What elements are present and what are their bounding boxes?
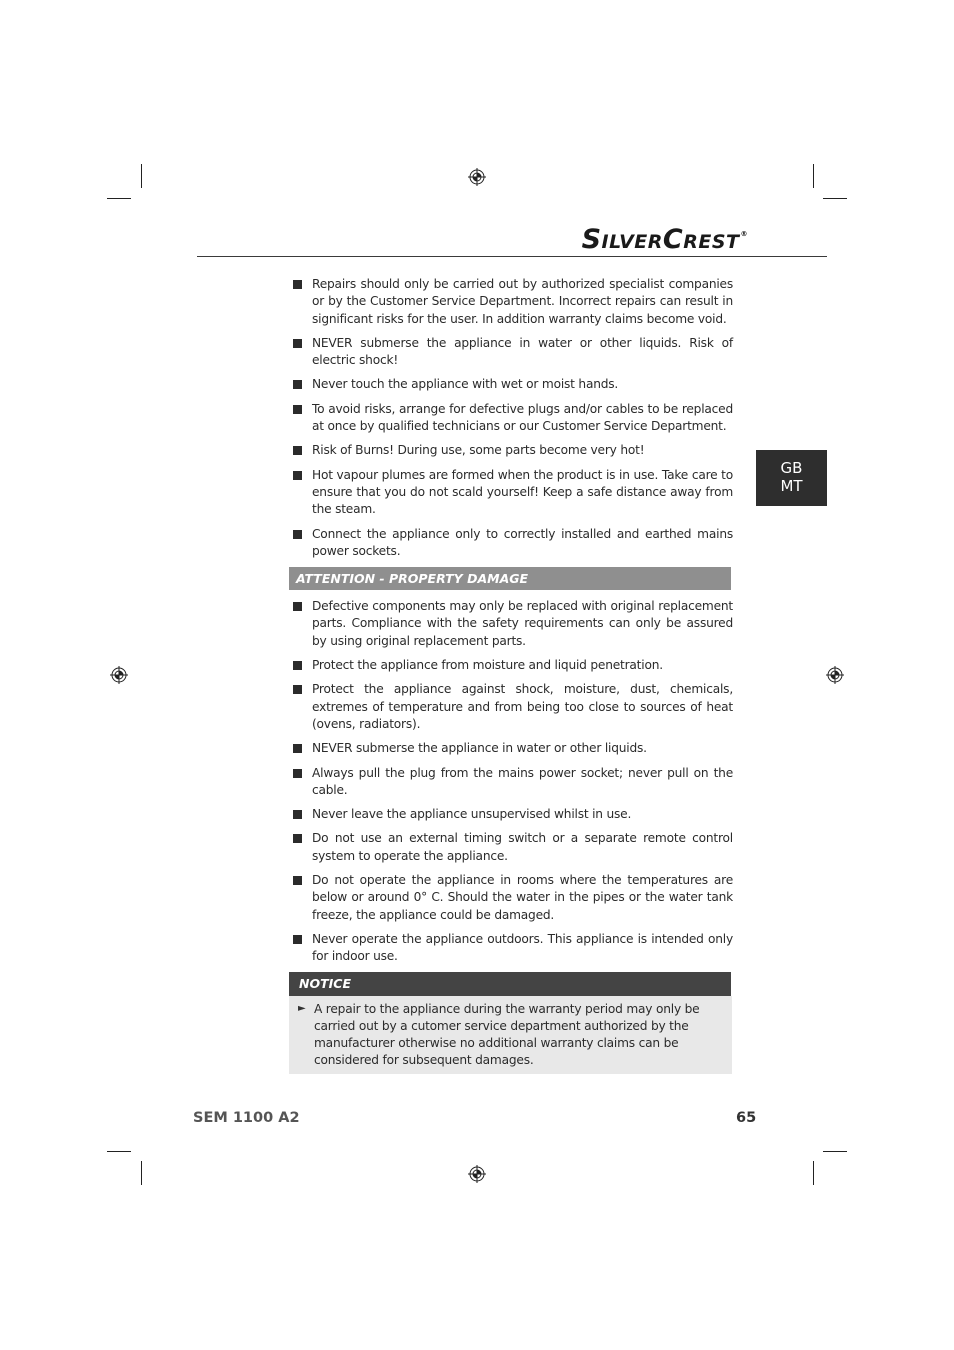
list-item: Hot vapour plumes are formed when the product is in use. Take care to ensure that you do not scald yourself! Keep a safe distance away from the steam. (293, 467, 733, 519)
list-item: Always pull the plug from the mains power socket; never pull on the cable. (293, 765, 733, 800)
square-bullet-icon (293, 280, 302, 289)
registration-mark-icon (468, 1165, 486, 1183)
list-item: To avoid risks, arrange for defective plugs and/or cables to be replaced at once by qualified technicians or our Customer Service Department. (293, 401, 733, 436)
square-bullet-icon (293, 471, 302, 480)
square-bullet-icon (293, 935, 302, 944)
list-item: Repairs should only be carried out by authorized specialist companies or by the Customer Service Department. Incorrect repairs can result in significant risks for the user. In addition warranty claims become void. (293, 276, 733, 328)
list-item: Protect the appliance against shock, moisture, dust, chemicals, extremes of temperature and from being too close to sources of heat (ovens, radiators). (293, 681, 733, 733)
list-item: Never leave the appliance unsupervised whilst in use. (293, 806, 733, 823)
square-bullet-icon (293, 876, 302, 885)
brand-logo: SILVERCREST® (581, 224, 748, 255)
square-bullet-icon (293, 810, 302, 819)
main-content (293, 276, 733, 1074)
crop-mark (141, 164, 142, 188)
square-bullet-icon (293, 834, 302, 843)
model-number: SEM 1100 A2 (193, 1110, 300, 1126)
notice-text: A repair to the appliance during the warranty period may only be carried out by a cutomer service department authorized by the manufacturer otherwise no additional warranty claims can be considered for subsequent damages. (314, 1001, 700, 1068)
page-number: 65 (736, 1110, 757, 1126)
square-bullet-icon (293, 380, 302, 389)
crop-mark (823, 1151, 847, 1152)
list-item: Protect the appliance from moisture and liquid penetration. (293, 657, 733, 674)
language-tab: GB MT (756, 450, 827, 506)
notice-box (289, 996, 732, 1074)
square-bullet-icon (293, 339, 302, 348)
square-bullet-icon (293, 530, 302, 539)
crop-mark (813, 1161, 814, 1185)
list-item: Do not operate the appliance in rooms where the temperatures are below or around 0° C. Should the water in the pipes or the water tank freeze, the appliance could be damaged. (293, 872, 733, 924)
attention-heading: ATTENTION - PROPERTY DAMAGE (289, 567, 731, 590)
square-bullet-icon (293, 661, 302, 670)
square-bullet-icon (293, 744, 302, 753)
crop-mark (813, 164, 814, 188)
list-item: Risk of Burns! During use, some parts become very hot! (293, 442, 733, 459)
notice-heading: NOTICE (289, 972, 731, 996)
list-item: Connect the appliance only to correctly installed and earthed mains power sockets. (293, 526, 733, 561)
crop-mark (107, 1151, 131, 1152)
square-bullet-icon (293, 602, 302, 611)
square-bullet-icon (293, 685, 302, 694)
header-rule (197, 256, 827, 257)
list-item: Never operate the appliance outdoors. This appliance is intended only for indoor use. (293, 931, 733, 966)
crop-mark (141, 1161, 142, 1185)
square-bullet-icon (293, 405, 302, 414)
list-item: Defective components may only be replaced with original replacement parts. Compliance with the safety requirements can only be assured by using original replacement parts. (293, 598, 733, 650)
registration-mark-icon (826, 666, 844, 684)
list-item: Never touch the appliance with wet or moist hands. (293, 376, 733, 393)
square-bullet-icon (293, 769, 302, 778)
arrow-right-icon: ► (298, 1002, 306, 1014)
registration-mark-icon (468, 168, 486, 186)
list-item: Do not use an external timing switch or a separate remote control system to operate the appliance. (293, 830, 733, 865)
crop-mark (823, 198, 847, 199)
square-bullet-icon (293, 446, 302, 455)
registration-mark-icon (110, 666, 128, 684)
list-item: NEVER submerse the appliance in water or other liquids. Risk of electric shock! (293, 335, 733, 370)
crop-mark (107, 198, 131, 199)
list-item: NEVER submerse the appliance in water or other liquids. (293, 740, 733, 757)
